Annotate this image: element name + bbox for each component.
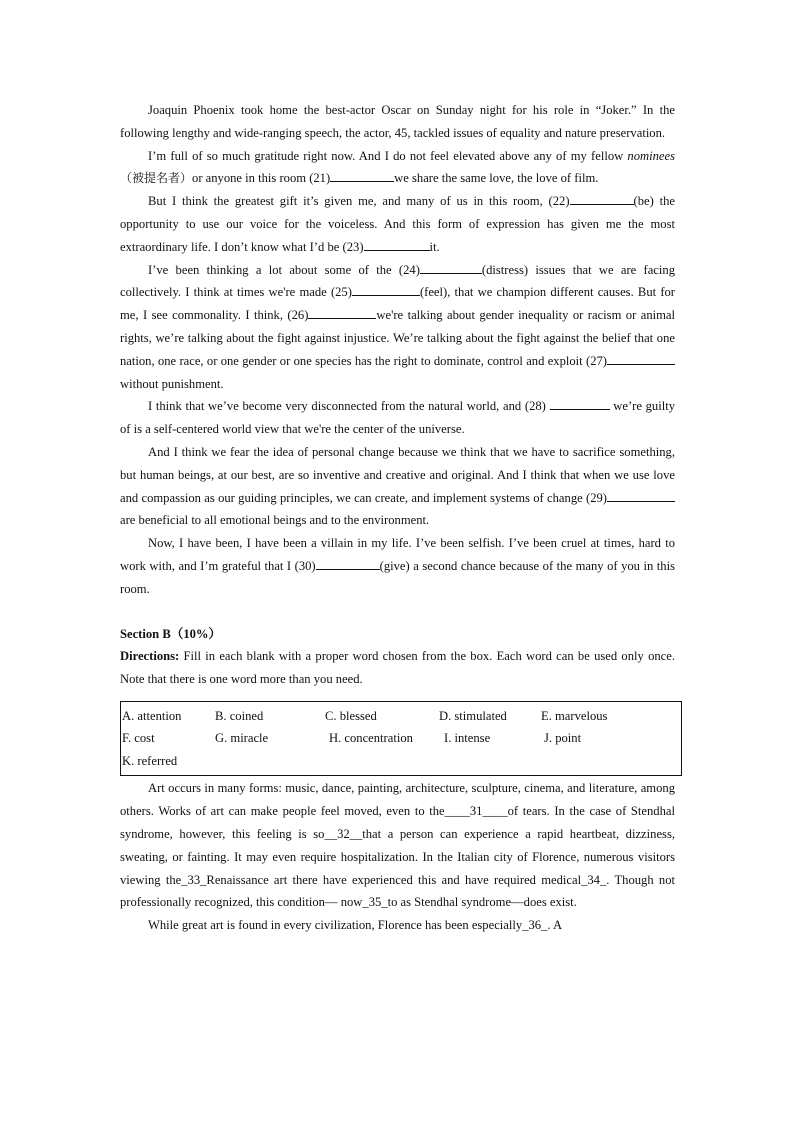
blank-23[interactable] [364,236,430,251]
passage1-paragraph-5: I think that we’ve become very disconnected from the natural world, and (28) we’re guilty of is a self-centered world view that we're the center of the universe. [120,395,675,441]
blank-22[interactable] [570,190,634,205]
chinese-gloss: （被提名者） [120,171,193,186]
word-option: B. coined [215,708,264,723]
passage1-paragraph-3: But I think the greatest gift it’s given me, and many of us in this room, (22) (be) the opportunity to use our voice for the voiceless. And this form of expression has given me the most extraordinary life. I don’t know what I’d be (23) it. [120,190,675,258]
word-option: A. attention [122,708,182,723]
passage1-paragraph-4: I’ve been thinking a lot about some of the (24) (distress) issues that we are facing collectively. I think at times we're made (25) (feel), that we champion different causes. But for me, I see commonality. I think, (26) we're talking about gender inequality or racism or animal rights, we’re talking about the fight against injustice. We’re talking about the fight against the belief that one nation, one race, or one gender or one species has the right to dominate, control and exploit (27)without punishment. [120,259,675,396]
directions-label: Directions: [120,649,180,664]
word-option: H. concentration [329,731,413,746]
document-page [120,99,675,937]
passage1-paragraph-1: Joaquin Phoenix took home the best-actor Oscar on Sunday night for his role in “Joker.” In the following lengthy and wide-ranging speech, the actor, 45, tackled issues of equality and nature preservation. [120,103,675,140]
word-option: I. intense [444,731,491,746]
blank-25[interactable] [352,281,420,296]
blank-34[interactable]: _34_ [581,872,607,887]
word-option: J. point [544,731,582,746]
blank-28[interactable] [550,395,610,410]
blank-24[interactable] [420,259,482,274]
section-b-title: Section B（10%） [120,626,222,641]
word-box [120,701,682,777]
passage1-paragraph-6: And I think we fear the idea of personal change because we think that we have to sacrifice something, but human beings, at our best, are so inventive and creative and original. And I think that when we use love and compassion as our guiding principles, we can create, and implement systems of change (29)are beneficial to all emotional beings and to the environment. [120,444,675,528]
directions: Directions: Fill in each blank with a proper word chosen from the box. Each word can be used only once. Note that there is one word more than you need. [120,649,675,687]
blank-31[interactable]: ____31____ [444,804,508,819]
blank-21[interactable] [330,167,394,182]
passage1-paragraph-2: I’m full of so much gratitude right now. And I do not feel elevated above any of my fellow nominees（被提名者）or anyone in this room (21) we share the same love, the love of film. [120,148,675,186]
blank-33[interactable]: _33_ [181,872,207,887]
passage2-paragraph-2: While great art is found in every civilization, Florence has been especially_36_. A [148,918,563,933]
nominees-word: nominees [627,148,675,163]
word-option: D. stimulated [439,708,507,723]
word-option: C. blessed [325,708,377,723]
passage1-paragraph-7: Now, I have been, I have been a villain in my life. I’ve been selfish. I’ve been cruel at times, hard to work with, and I’m grateful that I (30) (give) a second chance because of the many of you in this room. [120,536,675,596]
blank-30[interactable] [316,555,380,570]
word-box-row [121,727,681,750]
blank-26[interactable] [308,304,376,319]
word-box-row [121,750,681,773]
word-option: E. marvelous [541,708,608,723]
word-option: K. referred [122,753,178,768]
blank-32[interactable]: __32__ [324,827,363,842]
word-option: F. cost [122,731,155,746]
blank-27[interactable] [607,350,675,365]
blank-36[interactable]: _36_ [522,918,548,933]
word-option: G. miracle [215,731,269,746]
blank-35[interactable]: _35_ [362,895,388,910]
word-box-row [121,705,681,728]
blank-29[interactable] [607,487,675,502]
passage2-paragraph-1: Art occurs in many forms: music, dance, painting, architecture, sculpture, cinema, and literature, among others. Works of art can make people feel moved, even to the____31____of tears. In the case of Stendhal syndrome, however, this feeling is so__32__that a person can experience a rapid heartbeat, dizziness, sweating, or fainting. It may even require hospitalization. In the Italian city of Florence, numerous visitors viewing the_33_Renaissance art there have experienced this and have required medical_34_. Though not professionally recognized, this condition— now_35_to as Stendhal syndrome—does exist. [120,781,675,910]
